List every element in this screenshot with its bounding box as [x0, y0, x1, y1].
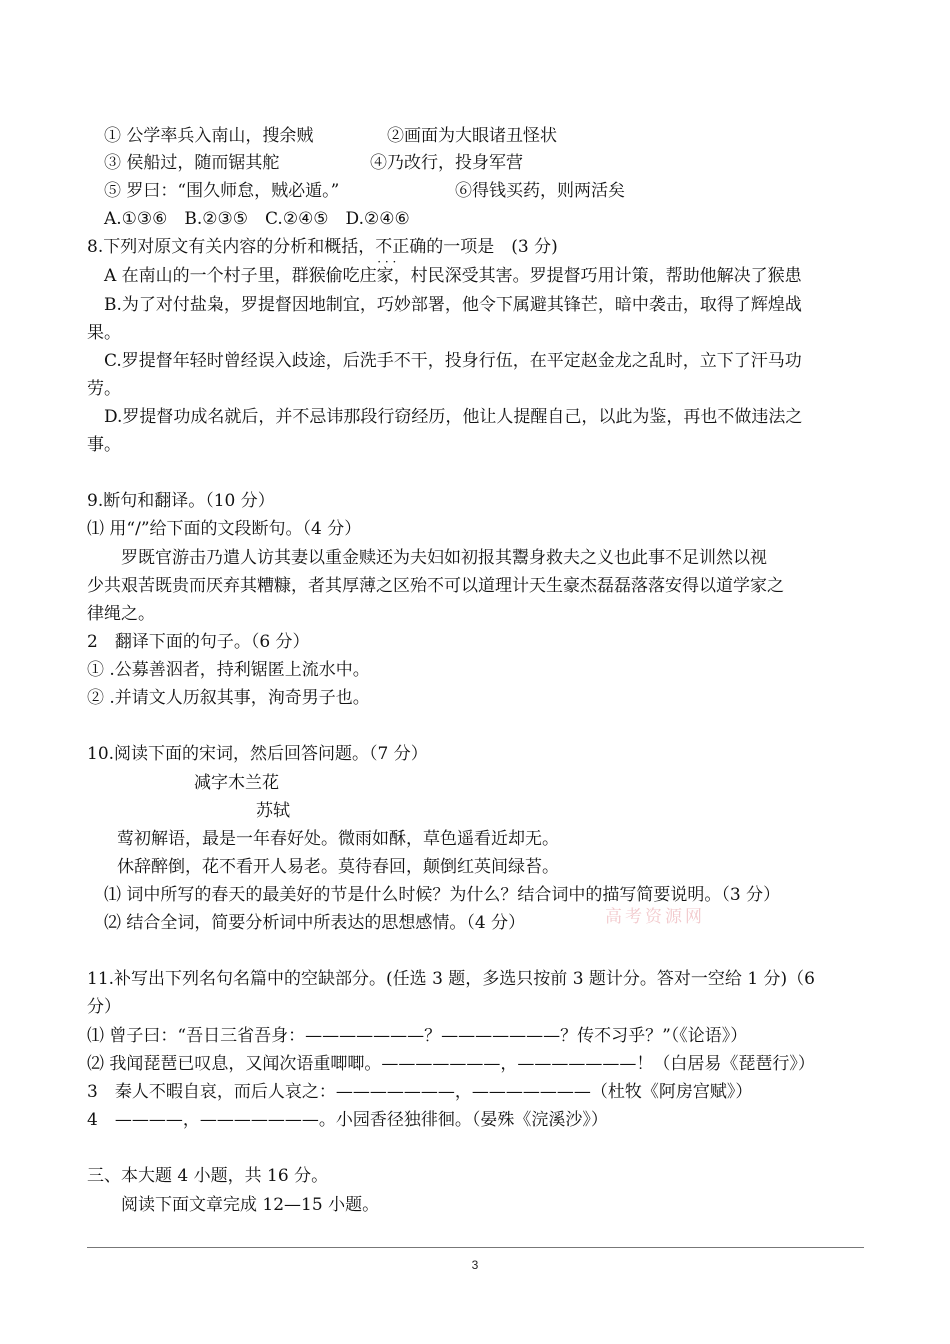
q7-option-2: ②画面为大眼诸丑怪状 [387, 126, 557, 146]
q7-option-row-2b [370, 152, 523, 174]
q10-question-2: ⑵ 结合全词，简要分析词中所表达的思想感情。（4 分） [104, 913, 526, 933]
q8-stem-prefix: 8.下列对原文有关内容的分析和概括， [87, 237, 376, 257]
q9-passage-line3: 律绳之。 [87, 604, 155, 624]
q7-option-row-3b [455, 180, 625, 202]
footer-divider [87, 1247, 864, 1248]
page-number: 3 [471, 1258, 479, 1272]
section3-instruction: 阅读下面文章完成 12—15 小题。 [121, 1195, 380, 1215]
q10-poem-author: 苏轼 [256, 801, 290, 821]
q9-sub2: 2 翻译下面的句子。（6 分） [87, 632, 310, 652]
q8-stem-suffix: 的一项是 (3 分) [426, 237, 558, 257]
q8-option-d-line2: 事。 [87, 435, 121, 455]
watermark-text: 高考资源网 [605, 907, 705, 927]
q8-stem [87, 236, 558, 258]
q9-sub1: ⑴ 用“/”给下面的文段断句。（4 分） [87, 519, 362, 539]
q9-passage-line1: 罗既官游击乃遣人访其妻以重金赎还为夫妇如初报其鬻身救夫之义也此事不足训然以视 [121, 548, 767, 568]
q7-option-4: ④乃改行，投身军营 [370, 153, 523, 173]
q11-item-2: ⑵ 我闻琵琶已叹息，又闻次语重唧唧。———————，———————！（白居易《琵琶行》） [87, 1054, 815, 1074]
q10-question-1: ⑴ 词中所写的春天的最美好的节是什么时候？为什么？结合词中的描写简要说明。（3 分） [104, 885, 781, 905]
q7-option-3: ③ 侯船过，随而锯其舵 [104, 153, 280, 173]
q7-option-row-1 [104, 125, 313, 147]
q11-title-line2: 分） [87, 997, 121, 1017]
q7-option-row-2 [104, 152, 279, 174]
q11-title-line1: 11.补写出下列名句名篇中的空缺部分。(任选 3 题，多选只按前 3 题计分。答对一空给 1 分)（6 [87, 969, 815, 989]
q9-passage-line2: 少共艰苦既贵而厌弃其糟糠，者其厚薄之区殆不可以道理计天生豪杰磊磊落落安得以道学家之 [87, 576, 784, 596]
q8-option-a: A 在南山的一个村子里，群猴偷吃庄家，村民深受其害。罗提督巧用计策，帮助他解决了猴患 [104, 266, 802, 286]
q7-option-row-3 [104, 180, 339, 202]
q7-choices [104, 208, 410, 230]
q9-title: 9.断句和翻译。（10 分） [87, 491, 275, 511]
q8-option-b-line2: 果。 [87, 323, 121, 343]
q10-poem-line1: 莺初解语，最是一年春好处。微雨如酥，草色遥看近却无。 [117, 829, 559, 849]
q11-item-3: 3 秦人不暇自哀，而后人哀之：———————，———————（杜牧《阿房宫赋》） [87, 1082, 753, 1102]
q7-option-1: ① 公学率兵入南山，搜余贼 [104, 126, 314, 146]
q8-option-c-line2: 劳。 [87, 379, 121, 399]
q8-option-d-line1: D.罗提督功成名就后，并不忌讳那段行窃经历，他让人提醒自己，以此为鉴，再也不做违法之 [104, 407, 803, 427]
q8-option-c-line1: C.罗提督年轻时曾经误入歧途，后洗手不干，投身行伍，在平定赵金龙之乱时，立下了汗马功 [104, 351, 802, 371]
q8-option-b-line1: B.为了对付盐枭，罗提督因地制宜，巧妙部署，他令下属避其锋芒，暗中袭击，取得了辉煌战 [104, 295, 802, 315]
q10-poem-title: 减字木兰花 [194, 773, 279, 793]
section3-title: 三、本大题 4 小题，共 16 分。 [87, 1166, 329, 1186]
q7-option-6: ⑥得钱买药，则两活矣 [455, 181, 625, 201]
q9-sentence-2: ② .并请文人历叙其事，洵奇男子也。 [87, 688, 370, 708]
q9-sentence-1: ① .公募善泅者，持利锯匿上流水中。 [87, 660, 370, 680]
q11-item-4: 4 ————，———————。小园香径独徘徊。（晏殊《浣溪沙》） [87, 1110, 608, 1130]
q10-poem-line2: 休辞醉倒，花不看开人易老。莫待春回，颠倒红英间绿苔。 [117, 857, 559, 877]
q10-title: 10.阅读下面的宋词，然后回答问题。（7 分） [87, 744, 428, 764]
q8-stem-emphasis: 不正确 · · · [375, 237, 426, 257]
q7-option-row-1b [387, 125, 557, 147]
q11-item-1: ⑴ 曾子曰：“吾日三省吾身：———————？———————？传不习乎？”（《论语》） [87, 1026, 748, 1046]
q7-choices-text: A.①③⑥ B.②③⑤ C.②④⑤ D.②④⑥ [104, 209, 410, 229]
q7-option-5: ⑤ 罗曰：“围久师怠，贼必遁。” [104, 181, 340, 201]
